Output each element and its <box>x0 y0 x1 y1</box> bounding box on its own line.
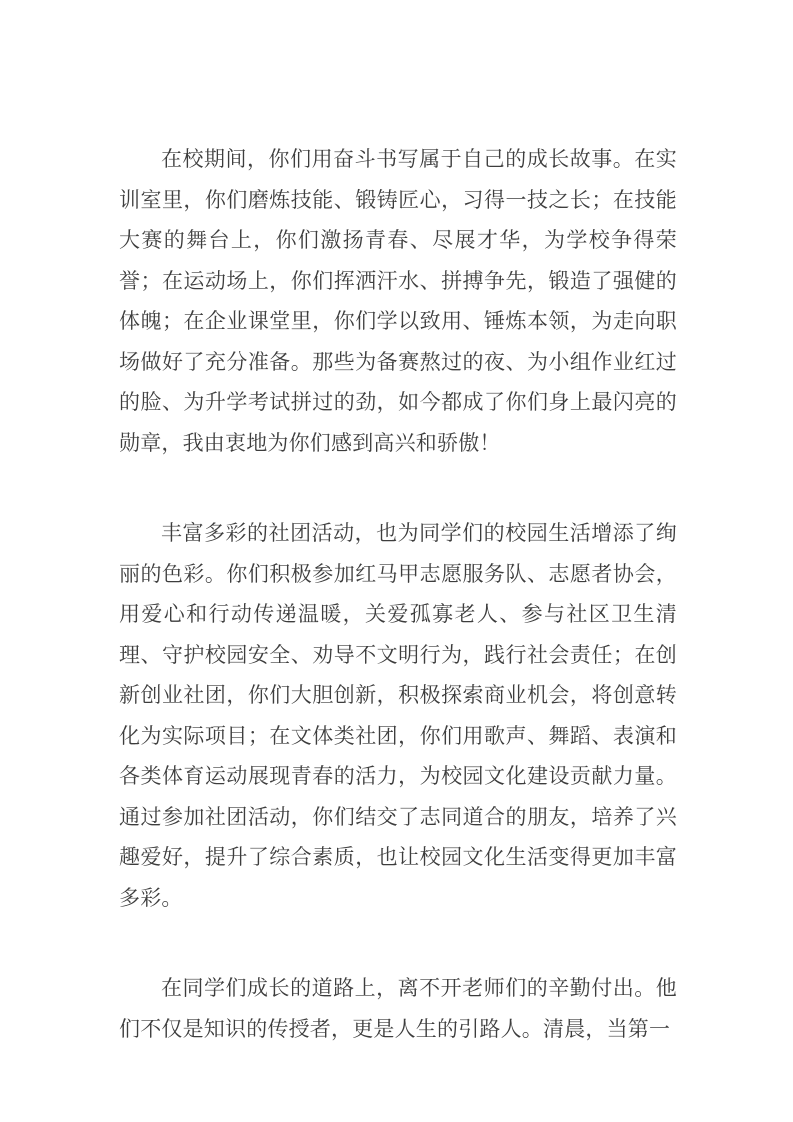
paragraph-club-activities: 丰富多彩的社团活动，也为同学们的校园生活增添了绚丽的色彩。你们积极参加红马甲志愿服务队、志愿者协会，用爱心和行动传递温暖，关爱孤寡老人、参与社区卫生清理、守护校园安全、劝导不文明行为，践行社会责任；在创新创业社团，你们大胆创新，积极探索商业机会，将创意转化为实际项目；在文体类社团，你们用歌声、舞蹈、表演和各类体育运动展现青春的活力，为校园文化建设贡献力量。通过参加社团活动，你们结交了志同道合的朋友，培养了兴趣爱好，提升了综合素质，也让校园文化生活变得更加丰富多彩。 <box>119 521 677 910</box>
paragraph-teachers-dedication: 在同学们成长的道路上，离不开老师们的辛勤付出。他们不仅是知识的传授者，更是人生的引路人。清晨，当第一 <box>119 976 677 1041</box>
paragraph-growth-story: 在校期间，你们用奋斗书写属于自己的成长故事。在实训室里，你们磨炼技能、锻铸匠心，习得一技之长；在技能大赛的舞台上，你们激扬青春、尽展才华，为学校争得荣誉；在运动场上，你们挥洒汗水、拼搏争先，锻造了强健的体魄；在企业课堂里，你们学以致用、锤炼本领，为走向职场做好了充分准备。那些为备赛熬过的夜、为小组作业红过的脸、为升学考试拼过的劲，如今都成了你们身上最闪亮的勋章，我由衷地为你们感到高兴和骄傲！ <box>119 147 677 455</box>
document-body <box>119 139 677 1049</box>
